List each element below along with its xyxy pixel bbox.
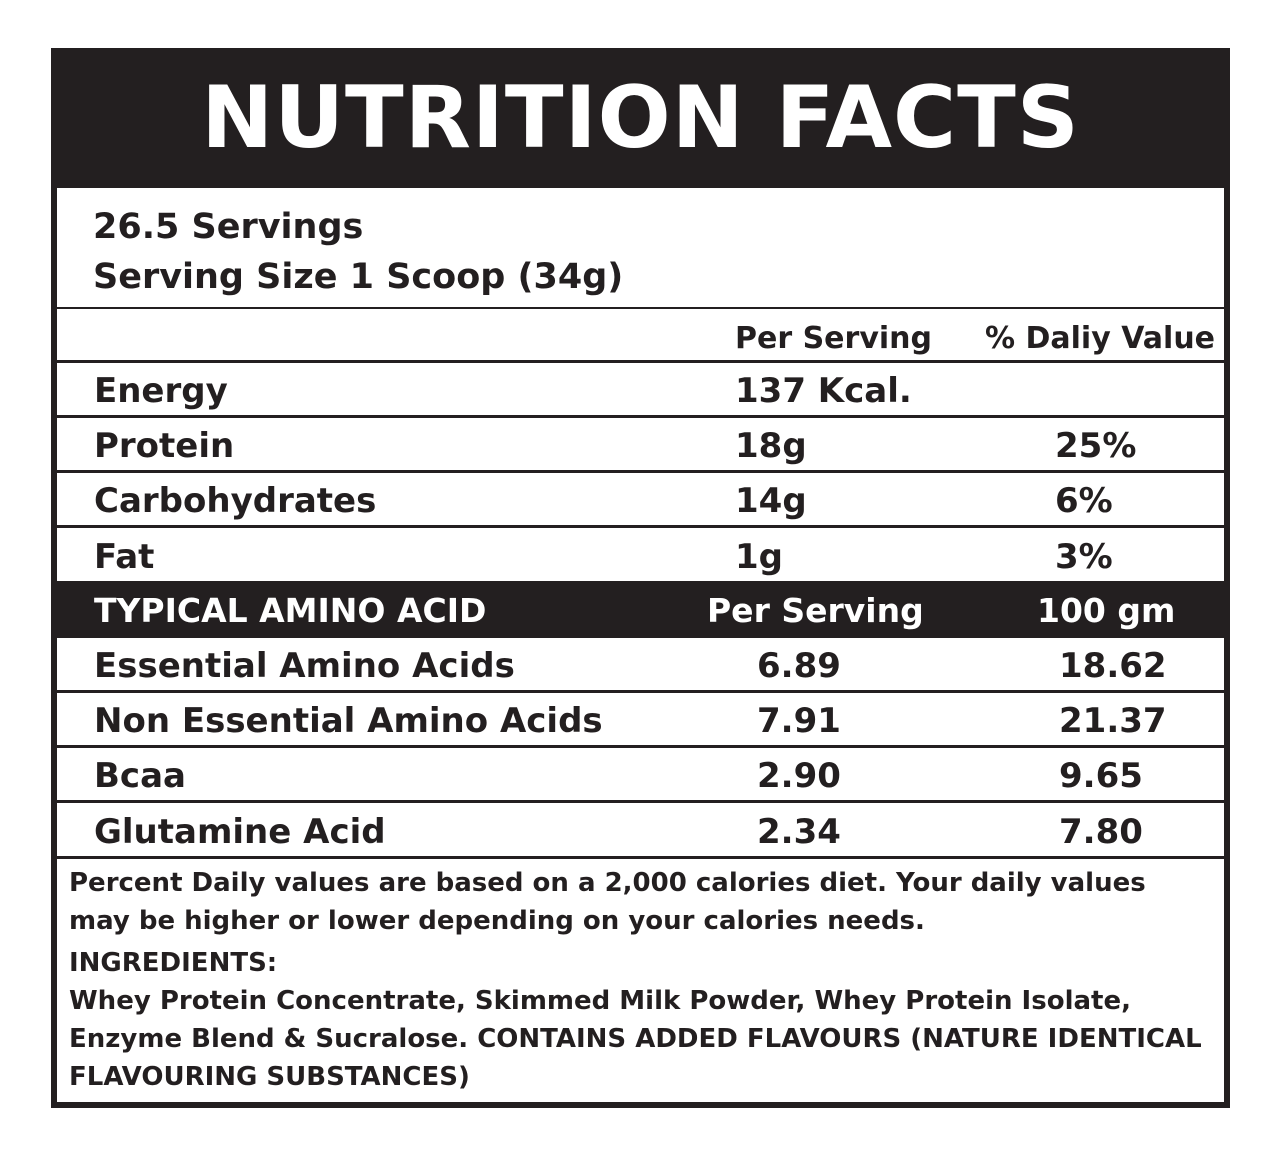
servings-count: 26.5 Servings (93, 207, 364, 247)
amino-per-serving: 7.91 (757, 701, 841, 741)
amino-header-per-serving: Per Serving (707, 591, 924, 630)
nutrient-row-energy (57, 363, 1224, 418)
label-header (51, 48, 1230, 188)
nutrient-daily-value: 25% (1055, 426, 1137, 466)
label-title: NUTRITION FACTS (201, 68, 1080, 168)
amino-per-100g: 18.62 (1059, 646, 1167, 686)
nutrient-row-protein (57, 418, 1224, 473)
nutrient-daily-value: 6% (1055, 481, 1113, 521)
amino-per-serving: 2.90 (757, 756, 841, 796)
ingredients-line-1: Whey Protein Concentrate, Skimmed Milk Powder, Whey Protein Isolate, (69, 986, 1131, 1016)
amino-per-100g: 21.37 (1059, 701, 1167, 741)
amino-name: Glutamine Acid (94, 812, 386, 852)
nutrient-per-serving: 1g (735, 537, 783, 577)
amino-name: Essential Amino Acids (94, 646, 515, 686)
nutrition-label (51, 48, 1230, 1108)
amino-name: Non Essential Amino Acids (94, 701, 603, 741)
nutrient-daily-value: 3% (1055, 537, 1113, 577)
amino-header-per-100g: 100 gm (1037, 591, 1176, 630)
daily-value-note-line-1: Percent Daily values are based on a 2,000 calories diet. Your daily values (69, 868, 1146, 898)
nutrient-per-serving: 14g (735, 481, 807, 521)
nutrient-per-serving: 18g (735, 426, 807, 466)
nutrient-row-carbohydrates (57, 473, 1224, 528)
ingredients-line-2: Enzyme Blend & Sucralose. CONTAINS ADDED FLAVOURS (NATURE IDENTICAL (69, 1024, 1202, 1054)
nutrient-row-fat (57, 528, 1224, 581)
amino-row-bcaa (57, 748, 1224, 803)
amino-row-non-essential (57, 693, 1224, 748)
label-body (57, 188, 1224, 1102)
daily-value-note-line-2: may be higher or lower depending on your calories needs. (69, 906, 925, 936)
amino-name: Bcaa (94, 756, 186, 796)
nutrient-name: Fat (94, 537, 155, 577)
label-footer (69, 864, 1219, 1096)
amino-header-name: TYPICAL AMINO ACID (94, 591, 487, 630)
nutrient-name: Energy (94, 371, 228, 411)
amino-per-serving: 6.89 (757, 646, 841, 686)
nutrient-header-row (57, 311, 1224, 363)
daily-value-header: % Daliy Value (985, 321, 1216, 356)
amino-row-glutamine (57, 803, 1224, 859)
nutrient-name: Carbohydrates (94, 481, 377, 521)
serving-size: Serving Size 1 Scoop (34g) (93, 257, 624, 297)
amino-header-row (57, 581, 1224, 638)
ingredients-title: INGREDIENTS: (69, 948, 278, 978)
nutrient-per-serving: 137 Kcal. (735, 371, 912, 411)
servings-block (57, 188, 1224, 309)
amino-per-serving: 2.34 (757, 812, 841, 852)
amino-row-essential (57, 638, 1224, 693)
amino-per-100g: 7.80 (1059, 812, 1143, 852)
nutrient-name: Protein (94, 426, 235, 466)
per-serving-header: Per Serving (735, 321, 932, 356)
ingredients-line-3: FLAVOURING SUBSTANCES) (69, 1062, 470, 1092)
amino-per-100g: 9.65 (1059, 756, 1143, 796)
